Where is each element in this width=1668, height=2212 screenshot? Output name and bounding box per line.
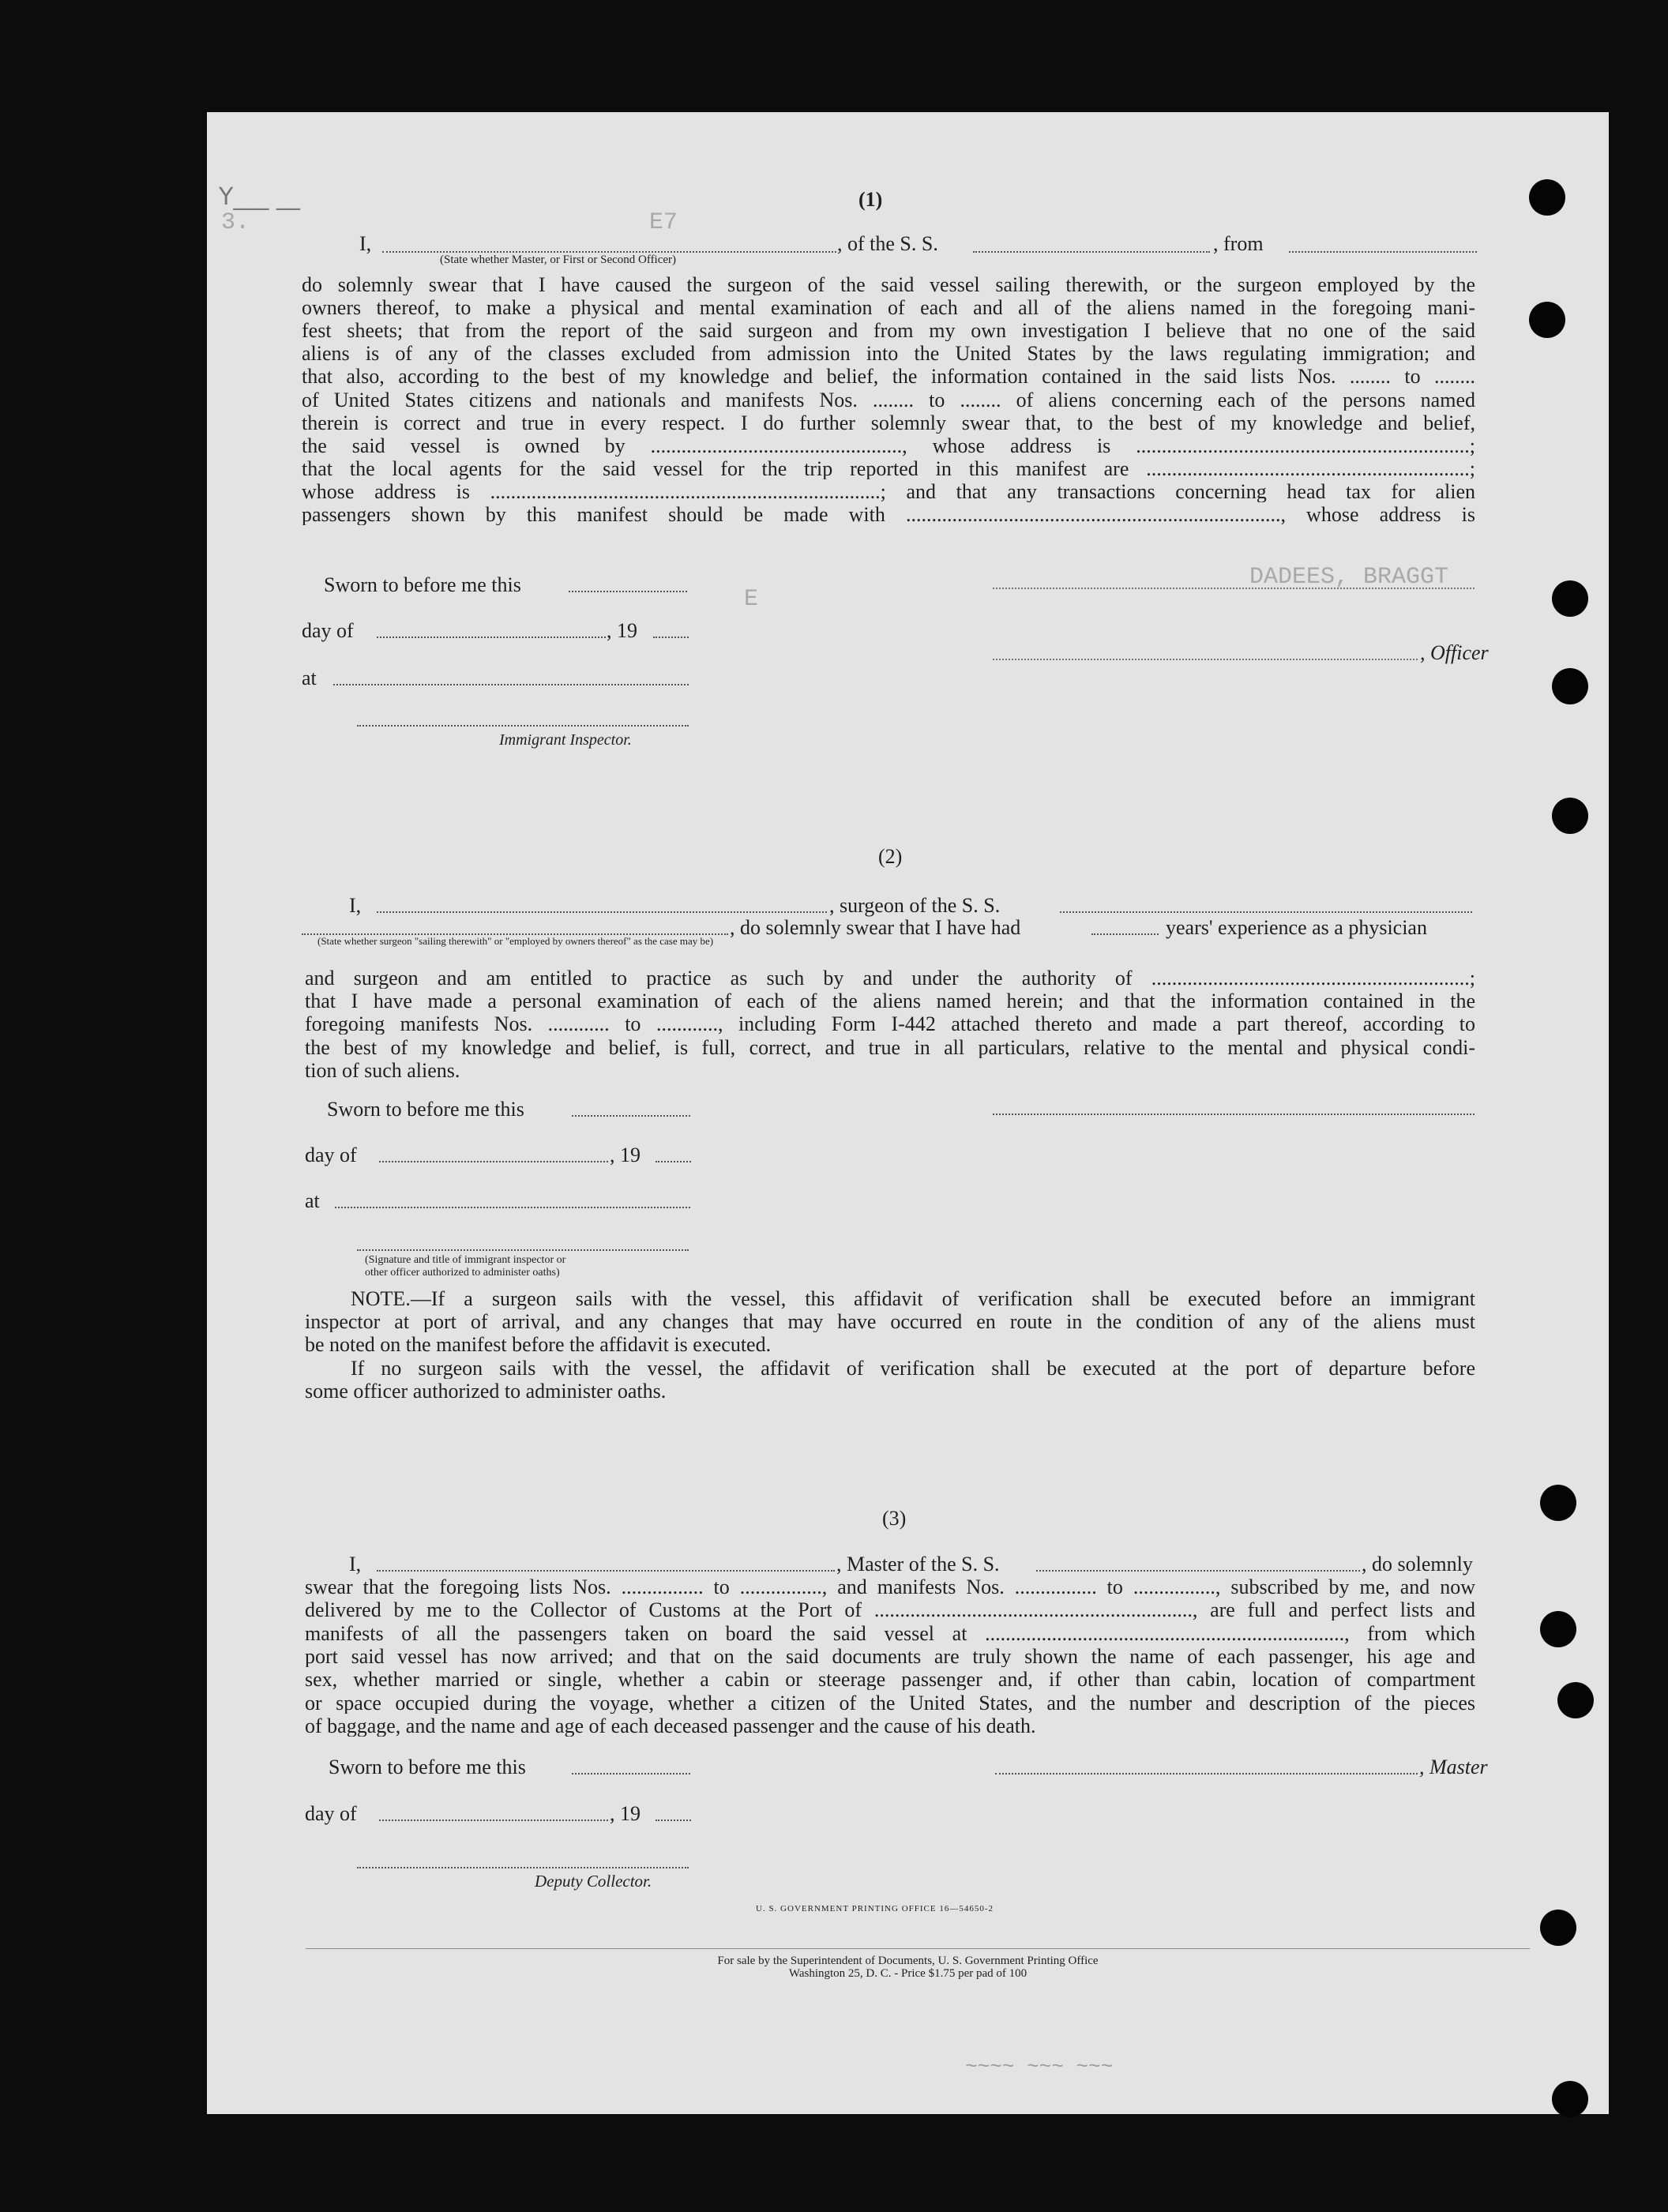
bleed-through-mark: DADEES, BRAGGT: [1249, 564, 1449, 591]
body-text-line: If no surgeon sails with the vessel, the affidavit of verification shall be executed at the port of departure before: [351, 1358, 1475, 1379]
year-field-3[interactable]: [656, 1820, 691, 1821]
section-3-i: I,: [349, 1553, 362, 1575]
bleed-through-mark: ~~~~ ~~~ ~~~: [965, 2055, 1114, 2079]
body-text-line: do solemnly swear that I have caused the surgeon of the said vessel sailing therewith, or the surgeon employed by the: [302, 275, 1475, 295]
body-text-line: be noted on the manifest before the affidavit is executed.: [305, 1335, 772, 1356]
day-of-field-2[interactable]: [379, 1161, 608, 1162]
master-vessel-field[interactable]: [1036, 1570, 1360, 1572]
section-1-number: (1): [858, 188, 883, 211]
body-text-line: that also, according to the best of my knowledge and belief, the information contained in the said lists Nos. ........ to ........: [302, 366, 1475, 388]
body-text-line: or space occupied during the voyage, whether a citizen of the United States, and the number and description of the pieces: [305, 1692, 1475, 1714]
sworn-label-3: Sworn to before me this: [329, 1756, 526, 1778]
signature-note-line-1: (Signature and title of immigrant inspector or: [365, 1254, 566, 1266]
oath-officer-signature-line[interactable]: [357, 1249, 689, 1251]
inspector-signature-line[interactable]: [357, 725, 689, 727]
master-signature-line[interactable]: [995, 1773, 1418, 1774]
at-field-2[interactable]: [335, 1207, 690, 1208]
body-text-line: aliens is of any of the classes excluded from admission into the United States by the laws regulating immigration; and: [302, 344, 1475, 365]
binder-hole: [1529, 302, 1565, 338]
day-of-label-3: day of: [305, 1802, 357, 1825]
body-text-line: owners thereof, to make a physical and mental examination of each and all of the aliens named in the foregoing mani-: [302, 298, 1475, 319]
bleed-through-mark: E7: [649, 209, 678, 236]
officer-label: , Officer: [1420, 641, 1489, 664]
document-page: [207, 112, 1609, 2114]
binder-hole: [1552, 668, 1588, 704]
sale-line-2: Washington 25, D. C. - Price $1.75 per pad of 100: [788, 1967, 1027, 1980]
body-text-line: some officer authorized to administer oaths.: [305, 1380, 667, 1402]
master-of-ss-label: , Master of the S. S.: [836, 1553, 1000, 1575]
of-ss-label: , of the S. S.: [837, 232, 938, 255]
body-text-line: NOTE.—If a surgeon sails with the vessel, this affidavit of verification shall be executed before an immigrant: [351, 1289, 1475, 1309]
years-field[interactable]: [1091, 933, 1159, 935]
signature-note-line-2: other officer authorized to administer oaths): [365, 1267, 560, 1279]
section-2-i: I,: [349, 894, 362, 917]
surgeon-signature-line[interactable]: [993, 1114, 1475, 1115]
officer-signature-line[interactable]: [993, 588, 1475, 589]
day-of-field-1[interactable]: [377, 637, 606, 638]
body-text-line: sex, whether married or single, whether a cabin or steerage passenger and, if other than cabin, location of compartment: [305, 1669, 1475, 1691]
surgeon-name-field[interactable]: [377, 911, 827, 913]
body-text-line: and surgeon and am entitled to practice as such by and under the authority of ..............................................................;: [305, 968, 1475, 989]
binder-hole: [1540, 1611, 1576, 1647]
binder-hole: [1552, 2081, 1588, 2117]
binder-hole: [1557, 1682, 1594, 1718]
collector-signature-line[interactable]: [357, 1867, 689, 1868]
surgeon-vessel-field[interactable]: [1060, 911, 1472, 913]
sworn-day-field-1[interactable]: [569, 591, 687, 592]
bleed-through-mark: E: [744, 586, 759, 613]
officer-type-note: (State whether Master, or First or Second Officer): [440, 253, 677, 266]
at-field-1[interactable]: [333, 684, 689, 685]
body-text-line: tion of such aliens.: [305, 1060, 460, 1081]
master-name-field[interactable]: [377, 1570, 835, 1572]
swear-had-label: , do solemnly swear that I have had: [730, 916, 1021, 939]
body-text-line: of United States citizens and nationals and manifests Nos. ........ to ........ of aliens concerning each of the persons named: [302, 389, 1475, 411]
years-experience-label: years' experience as a physician: [1166, 916, 1427, 939]
vessel-name-field[interactable]: [973, 251, 1210, 253]
bleed-through-mark: 3.: [221, 209, 250, 236]
officer-name-field[interactable]: [382, 251, 836, 253]
body-text-line: fest sheets; that from the report of the said surgeon and from my own investigation I believe that no one of the said: [302, 321, 1475, 342]
body-text-line: whose address is ............................................................................; and that any transactions concerning head tax for alien: [302, 481, 1475, 502]
sworn-label-2: Sworn to before me this: [327, 1098, 524, 1121]
body-text-line: manifests of all the passengers taken on board the said vessel at ......................................................................, from which: [305, 1623, 1475, 1644]
section-3-number: (3): [882, 1507, 907, 1530]
collector-label: Deputy Collector.: [535, 1872, 652, 1891]
pencil-mark: Y___ __: [219, 183, 300, 211]
body-text-line: foregoing manifests Nos. ............ to ............, including Form I-442 attached thereto and made a part thereof, according to: [305, 1014, 1475, 1035]
day-of-label-1: day of: [302, 619, 354, 642]
surgeon-type-note: (State whether surgeon "sailing therewith" or "employed by owners thereof" as the case may be): [317, 935, 714, 947]
footer-rule: [306, 1948, 1530, 1949]
day-of-label-2: day of: [305, 1144, 357, 1166]
sale-line-1: For sale by the Superintendent of Documents, U. S. Government Printing Office: [717, 1955, 1099, 1967]
day-of-field-3[interactable]: [379, 1820, 608, 1821]
section-1-i: I,: [359, 232, 372, 255]
binder-hole: [1540, 1485, 1576, 1521]
surgeon-of-ss-label: , surgeon of the S. S.: [829, 894, 1001, 917]
body-text-line: the said vessel is owned by ................................................., whose address is .................................................................;: [302, 435, 1475, 456]
printer-imprint: U. S. GOVERNMENT PRINTING OFFICE 16—54650-2: [756, 1904, 994, 1913]
body-text-line: that the local agents for the said vessel for the trip reported in this manifest are ...............................................................;: [302, 458, 1475, 479]
year-field-1[interactable]: [653, 637, 689, 638]
inspector-label: Immigrant Inspector.: [499, 731, 632, 749]
sworn-day-field-3[interactable]: [572, 1773, 690, 1774]
body-text-line: of baggage, and the name and age of each deceased passenger and the cause of his death.: [305, 1715, 1036, 1737]
master-label: , Master: [1419, 1756, 1488, 1778]
year-field-2[interactable]: [656, 1161, 691, 1162]
section-2-number: (2): [878, 845, 903, 868]
body-text-line: port said vessel has now arrived; and that on the said documents are truly shown the name of each passenger, his age and: [305, 1646, 1475, 1667]
body-text-line: swear that the foregoing lists Nos. ................ to ................, and manifests Nos. ................ to ................, subscribed by me, and now: [305, 1577, 1475, 1598]
binder-hole: [1552, 798, 1588, 834]
at-label-1: at: [302, 667, 317, 689]
at-label-2: at: [305, 1189, 320, 1212]
sworn-day-field-2[interactable]: [572, 1115, 690, 1117]
binder-hole: [1552, 580, 1588, 617]
officer-title-line[interactable]: [993, 659, 1418, 660]
body-text-line: therein is correct and true in every respect. I do further solemnly swear that, to the best of my knowledge and belief,: [302, 412, 1475, 434]
binder-hole: [1540, 1910, 1576, 1946]
body-text-line: the best of my knowledge and belief, is full, correct, and true in all particulars, relative to the mental and physical condi-: [305, 1037, 1475, 1058]
body-text-line: passengers shown by this manifest should be made with ........................................................................., whose address is: [302, 505, 1475, 525]
year-label-2: , 19: [610, 1144, 641, 1166]
from-label: , from: [1213, 232, 1264, 255]
body-text-line: delivered by me to the Collector of Customs at the Port of .............................................................., are full and perfect lists and: [305, 1600, 1475, 1621]
departure-port-field[interactable]: [1289, 251, 1477, 253]
binder-hole: [1529, 179, 1565, 216]
sworn-label-1: Sworn to before me this: [324, 573, 521, 596]
body-text-line: that I have made a personal examination of each of the aliens named herein; and that the information contained in the: [305, 991, 1475, 1012]
year-label-1: , 19: [607, 619, 637, 642]
do-solemnly-label: , do solemnly: [1362, 1553, 1473, 1575]
body-text-line: inspector at port of arrival, and any changes that may have occurred en route in the condition of any of the aliens must: [305, 1312, 1475, 1333]
year-label-3: , 19: [610, 1802, 641, 1825]
